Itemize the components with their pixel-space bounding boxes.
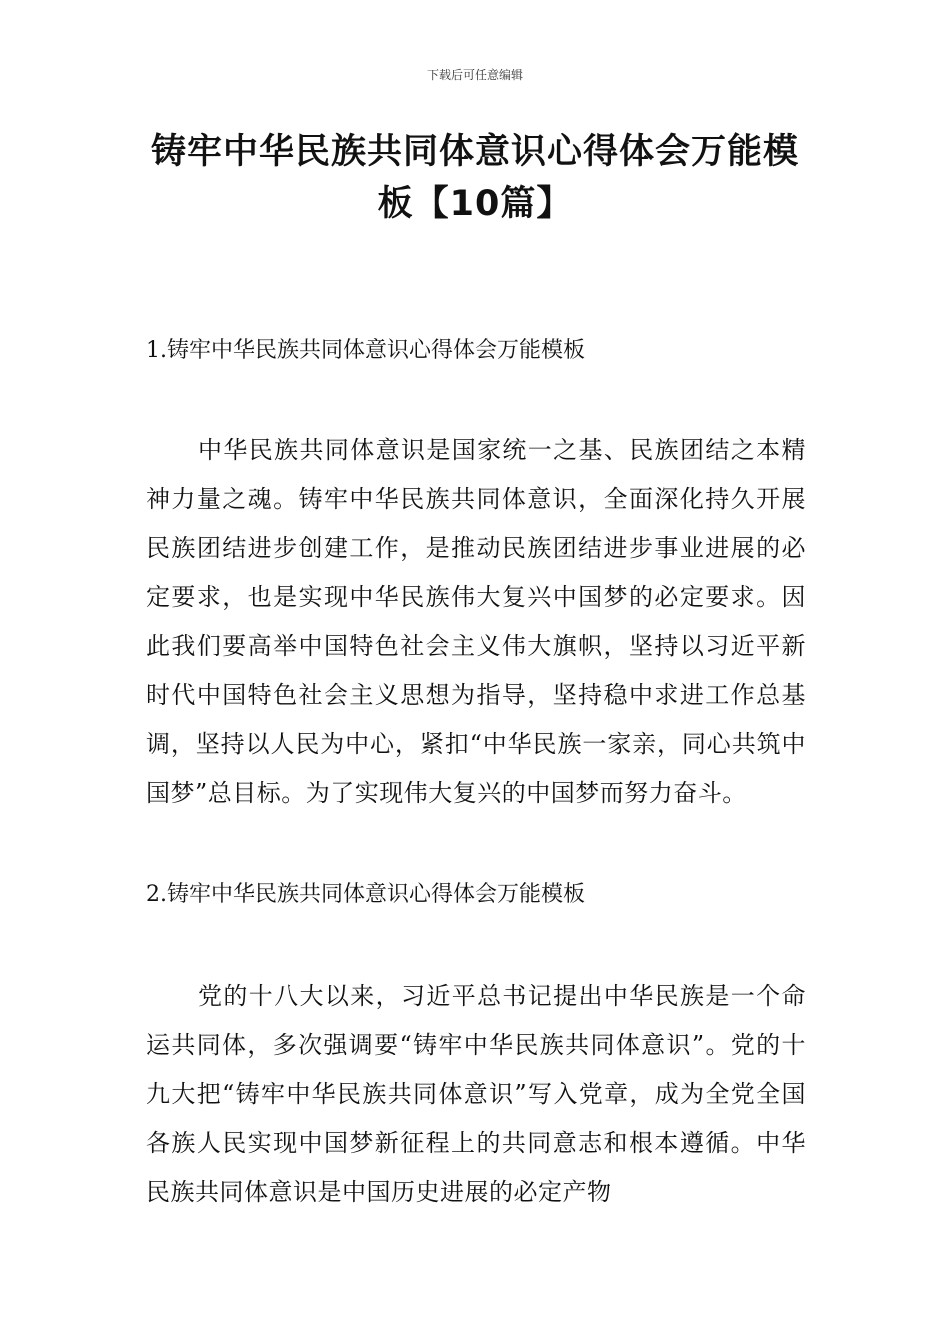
section-paragraph-2: 党的十八大以来，习近平总书记提出中华民族是一个命运共同体，多次强调要“铸牢中华民族共同体意识”。党的十九大把“铸牢中华民族共同体意识”写入党章，成为全党全国各族人民实现中国梦新征程上的共同意志和根本遵循。中华民族共同体意识是中国历史进展的必定产物	[146, 982, 806, 1206]
document-title: 铸牢中华民族共同体意识心得体会万能模板【10篇】	[150, 132, 799, 224]
section-paragraph-1: 中华民族共同体意识是国家统一之基、民族团结之本精神力量之魂。铸牢中华民族共同体意识，全面深化持久开展民族团结进步创建工作，是推动民族团结进步事业进展的必定要求，也是实现中华民族伟大复兴中国梦的必定要求。因此我们要高举中国特色社会主义伟大旗帜，坚持以习近平新时代中国特色社会主义思想为指导，坚持稳中求进工作总基调，坚持以人民为中心，紧扣“中华民族一家亲，同心共筑中国梦”总目标。为了实现伟大复兴的中国梦而努力奋斗。	[146, 436, 806, 807]
header-note: 下载后可任意编辑	[426, 68, 523, 82]
section-heading-1: 1.铸牢中华民族共同体意识心得体会万能模板	[146, 338, 585, 363]
section-heading-2: 2.铸牢中华民族共同体意识心得体会万能模板	[146, 882, 585, 907]
